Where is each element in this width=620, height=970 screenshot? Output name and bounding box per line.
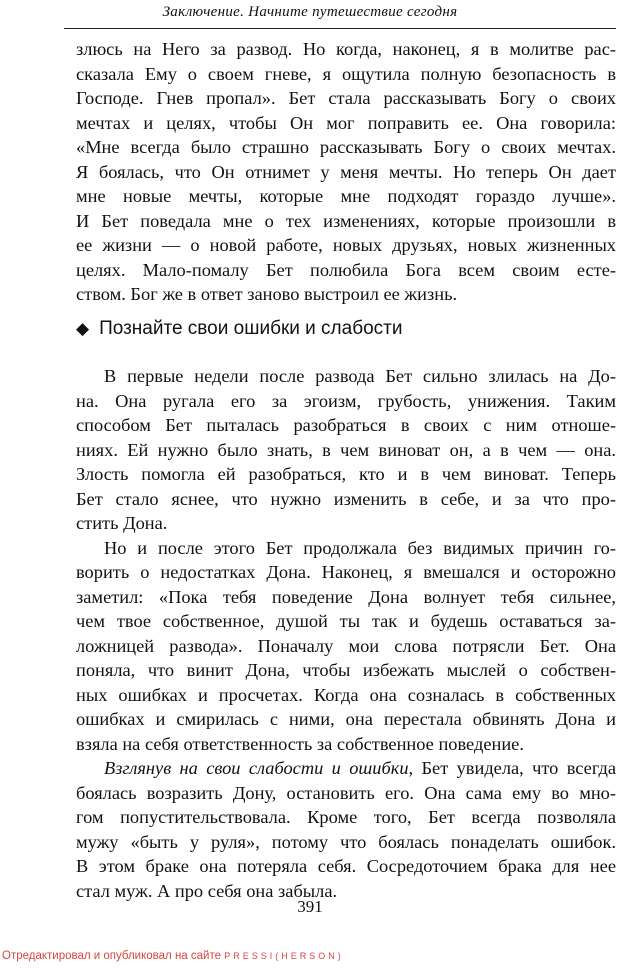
text-line: боялась возразить Дону, остановить его. Она сама ему во мно- <box>76 782 616 803</box>
text-line: В первые недели после развода Бет сильно злилась на До- <box>104 366 616 386</box>
text-line: способом Бет пыталась разобраться в своих с ним отноше- <box>76 415 616 435</box>
text-line: мужу «быть у руля», потому что боялась понаделать ошибок. <box>76 831 616 852</box>
text-line: на. Она ругала его за эгоизм, грубость, унижения. Таким <box>76 390 616 411</box>
text-line: Господе. Гнев пропал». Бет стала рассказывать Богу о своих <box>76 88 616 108</box>
watermark-text: Отредактировал и опубликовал на сайте <box>2 950 221 962</box>
text-line: В этом браке она потеряла себя. Сосредоточием брака для нее <box>76 856 616 876</box>
text-line: взяла на себя ответственность за собственное поведение. <box>76 733 524 754</box>
paragraph-continued <box>76 37 616 307</box>
text-line: ворить о недостатках Дона. Наконец, я вмешался и осторожно <box>76 562 616 582</box>
text-line: ошибках и смирилась с ними, она перестала обвинять Дона и <box>76 709 616 729</box>
text-line: стал муж. А про себя она забыла. <box>76 880 338 901</box>
text-line: мечтах и целях, чтобы Он мог поправить ее. Она говорила: <box>76 112 616 133</box>
text-line: чем твое собственное, душой ты так и будешь оставаться за- <box>76 611 616 631</box>
text-line: ниях. Ей нужно было знать, в чем виноват он, а в чем — она. <box>76 439 616 460</box>
text-line: гом попустительствовала. Кроме того, Бет всегда позволяла <box>76 807 616 827</box>
text-line <box>76 756 616 781</box>
paragraph-2 <box>76 536 616 757</box>
text-line: стить Дона. <box>76 513 168 533</box>
text-line: «Мне всегда было страшно рассказывать Богу о своих мечтах. <box>76 137 616 157</box>
text-line: ных ошибках и просчетах. Когда она созналась в собственных <box>76 684 616 705</box>
text-line: заметил: «Пока тебя поведение Дона волнует тебя сильнее, <box>76 586 616 607</box>
text-line: ее жизни — о новой работе, новых друзьях, новых жизненных <box>76 235 616 255</box>
text-line: сказала Ему о своем гневе, я ощутила полную безопасность в <box>76 63 616 84</box>
text-line: поняла, что винит Дона, чтобы избежать мыслей о собствен- <box>76 660 616 680</box>
text-line: мне новые мечты, которые мне подходят гораздо лучше». <box>76 186 616 206</box>
text-line: ложницей развода». Поначалу мои слова потрясли Бет. Она <box>76 635 616 656</box>
watermark <box>2 950 344 962</box>
text-line: Я боялась, что Он отнимет у меня мечты. Но теперь Он дает <box>76 161 616 182</box>
diamond-bullet-icon: ◆ <box>76 319 90 338</box>
text-line: ством. Бог же в ответ заново выстроил ее жизнь. <box>76 284 458 304</box>
section-heading-text: Познайте свои ошибки и слабости <box>99 318 403 339</box>
page-number: 391 <box>297 897 323 916</box>
running-header: Заключение. Начните путешествие сегодня <box>162 4 458 20</box>
text-line: Бет стало яснее, что нужно изменить в себе, и за что про- <box>76 488 616 509</box>
text-line: целях. Мало-помалу Бет полюбила Бога всем своим есте- <box>76 259 616 280</box>
paragraph-3 <box>76 756 616 903</box>
text-fragment: Бет увидела, что всегда <box>413 758 616 778</box>
paragraph-1 <box>76 364 616 536</box>
text-line: Злость помогла ей разобраться, кто и в чем виноват. Теперь <box>76 464 616 484</box>
section-heading <box>76 317 616 341</box>
italic-lead: Взглянув на свои слабости и ошибки, <box>104 758 414 778</box>
text-line: злюсь на Него за развод. Но когда, наконец, я в молитве рас- <box>76 39 616 59</box>
watermark-site-link[interactable]: PRESSI(HERSON) <box>224 951 344 961</box>
text-line: Но и после этого Бет продолжала без видимых причин го- <box>104 537 616 558</box>
text-line: И Бет поведала мне о тех изменениях, которые произошли в <box>76 210 616 231</box>
header-rule <box>64 28 616 29</box>
